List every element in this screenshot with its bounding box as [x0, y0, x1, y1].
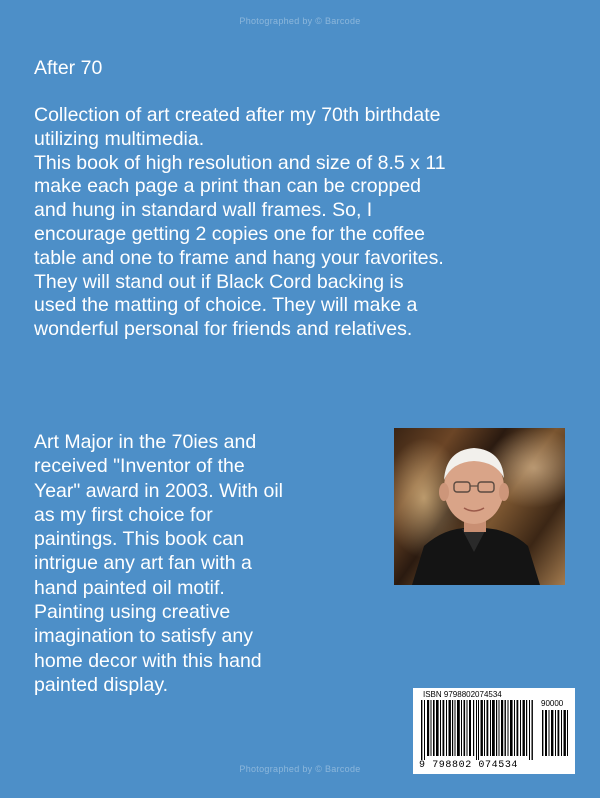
bio-line: paintings. This book can	[34, 528, 244, 551]
barcode-digits: 9 798802 074534	[419, 760, 519, 771]
bio-line: imagination to satisfy any	[34, 625, 253, 648]
author-photo	[394, 428, 565, 585]
author-portrait-image	[394, 428, 565, 585]
page-title: After 70	[34, 57, 103, 79]
intro-line: encourage getting 2 copies one for the coffee	[34, 222, 426, 245]
bio-line: Year" award in 2003. With oil	[34, 479, 284, 502]
bio-line: painted display.	[34, 673, 169, 696]
barcode-bars-icon	[419, 700, 537, 760]
bio-line: hand painted oil motif.	[34, 576, 225, 599]
watermark-top: Photographed by © Barcode	[239, 16, 361, 26]
price-code: 90000	[541, 699, 564, 708]
intro-line: wonderful personal for friends and relatives.	[34, 318, 413, 341]
bio-line: as my first choice for	[34, 503, 213, 526]
bio-paragraph	[34, 430, 384, 697]
bio-line: Art Major in the 70ies and	[34, 431, 257, 453]
intro-line: Collection of art created after my 70th birthdate	[34, 104, 441, 126]
intro-paragraph	[34, 104, 582, 342]
isbn-label: ISBN 9798802074534	[423, 690, 502, 699]
bio-line: Painting using creative	[34, 601, 231, 624]
bio-line: intrigue any art fan with a	[34, 552, 252, 575]
intro-line: used the matting of choice. They will make a	[34, 294, 418, 317]
addon-barcode-icon	[541, 710, 569, 756]
intro-line: They will stand out if Black Cord backing is	[34, 270, 404, 293]
intro-line: utilizing multimedia.	[34, 127, 205, 150]
isbn-barcode	[413, 688, 575, 774]
bio-line: received "Inventor of the	[34, 455, 245, 478]
bio-line: home decor with this hand	[34, 649, 262, 672]
intro-line: and hung in standard wall frames. So, I	[34, 199, 373, 222]
watermark-bottom: Photographed by © Barcode	[239, 764, 361, 774]
intro-line: This book of high resolution and size of 8.5 x 11	[34, 151, 446, 174]
intro-line: make each page a print than can be cropped	[34, 175, 422, 198]
intro-line: table and one to frame and hang your favorites.	[34, 246, 444, 269]
